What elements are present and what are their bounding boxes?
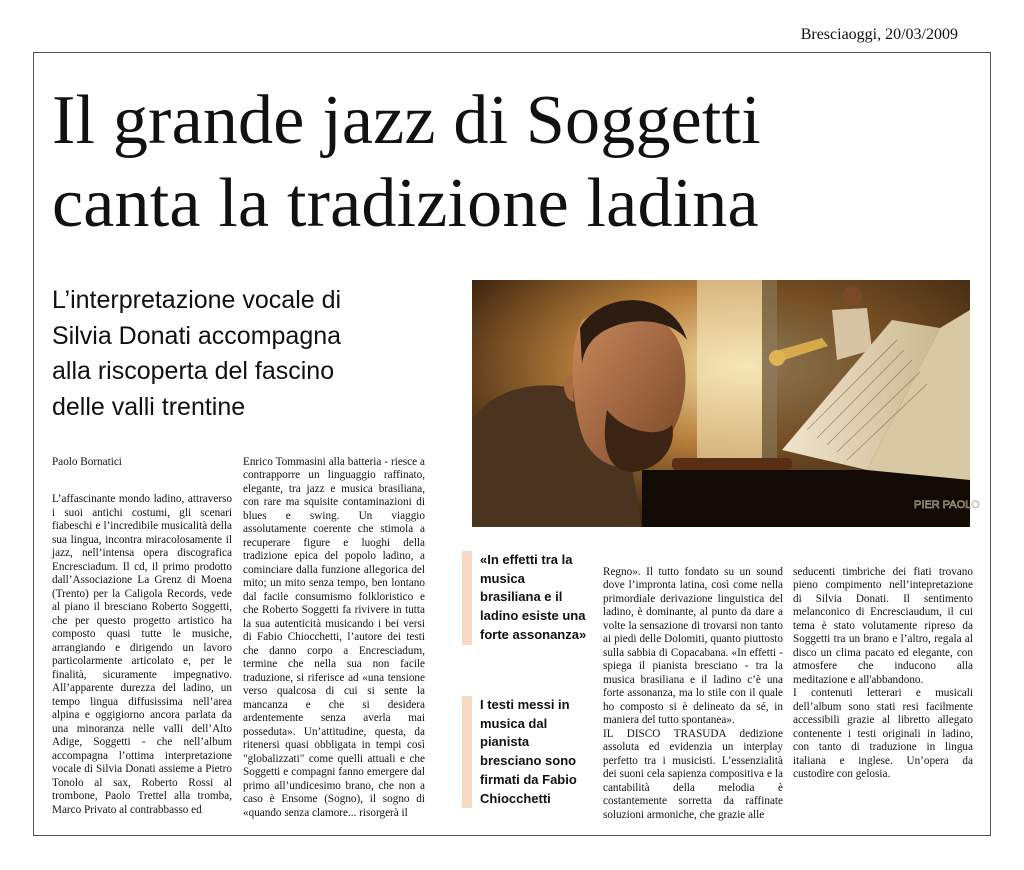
subhead-line-1: L’interpretazione vocale di <box>52 286 342 314</box>
headline-line-2: canta la tradizione ladina <box>52 164 759 242</box>
pullquote-1: «In effetti tra la musica brasiliana e il ladino esiste una forte assonanza» <box>462 551 588 645</box>
subhead-line-3: alla riscoperta del fascino <box>52 357 335 385</box>
body-paragraph: Enrico Tommasini alla batteria - riesce a contrapporre un linguaggio raffinato, elegante, tra jazz e musica brasiliana, con rare ma squisite contaminazioni di blues e swing. Un viaggio assolutamente coerente che stimola a recuperare figure e luoghi della tradizione epica del popolo ladino, a cominciare dalla funzione allegorica del mito; un mito senza tempo, ben lontano dal facile consumismo folkloristico e che Roberto Soggetti fa rivivere in tutta la sua autenticità musicando i bei versi di Fabio Chiocchetti, l’autore dei testi che danno corpo a Encresciadum, termine che nella sua non facile traduzione, si riferisce ad «una tensione verso qualcosa di cui si sente la mancanza e che si desidera ardentemente senza averla mai posseduta». Un’attitudine, questa, da ritenersi quasi obbligata in tempi così "globalizzati" come quelli attuali e che Soggetti e compagni fanno emergere dal primo all’undicesimo brano, che non a caso è Ensome (Sogno), il sogno di «quando senza clamore... risorgerà il <box>243 456 425 819</box>
photo-pianist-illustration <box>472 280 980 527</box>
body-paragraph: seducenti timbriche dei fiati trovano pieno compimento nell’intepretazione di Silvia Donati. Il sentimento melanconico di Encresciaudum, il cui tema è stato volutamente ripreso da Soggetti tra un brano e l’altro, regala al disco un clima pacato ed elegante, con atmosfere che inducono alla meditazione e all'abbandono. <box>793 566 973 686</box>
photo-watermark <box>914 499 980 511</box>
article-column-4 <box>793 566 973 782</box>
article-column-3 <box>603 566 783 822</box>
headline-line-1: Il grande jazz di Soggetti <box>52 82 761 159</box>
body-paragraph: L’affascinante mondo ladino, attraverso i suoi antichi costumi, gli scenari fiabeschi e l’incredibile musicalità della sua lingua, incontra miracolosamente il jazz, nell’intensa opera discografica Encresciadum. Il cd, il primo prodotto dall’Associazione La Grenz di Moena (Trento) per la Caligola Records, vede al piano il bresciano Roberto Soggetti, che per questo progetto artistico ha composto quasi tutte le musiche, arrangiando e dirigendo un lavoro particolarmente articolato e, per le finalità, sicuramente impegnativo. All’apparente durezza del ladino, un tempo lingua diffusissima nell’area alpina e oggigiorno ancora parlata da una minoranza nelle valli dell’Alto Adige, Soggetti - che nell’album accompagna l’ottima interpretazione vocale di Silvia Donati assieme a Pietro Tonolo al sax, Roberto Rossi al trombone, Paolo Trettel alla tromba, Marco Privato al contrabbasso ed <box>52 493 232 816</box>
subheadline <box>52 283 452 425</box>
subhead-line-4: delle valli trentine <box>52 392 246 421</box>
subhead-line-2: Silvia Donati accompagna <box>52 321 342 350</box>
body-paragraph: Regno». Il tutto fondato su un sound dove l’impronta latina, così come nella primordiale derivazione linguistica del ladino, è dominante, al punto da dare a volte la sensazione di trovarsi non tanto ai piedi delle Dolomiti, quanto piuttosto sulla sabbia di Copacabana. «In effetti - spiega il pianista bresciano - tra la musica brasiliana e il ladino c’è una forte assonanza, ma lo stile con il quale ho composto si è delineato da sé, in maniera del tutto spontanea». <box>603 566 783 727</box>
article-column-1 <box>52 456 232 817</box>
body-paragraph: IL DISCO TRASUDA dedizione assoluta ed evidenzia un interplay perfetto tra i musicisti. L’essenzialità dei suoni cela sapienza compositiva e la cantabilità della melodia è costantemente sorretta da raffinate soluzioni armoniche, che grazie alle <box>603 727 783 821</box>
byline: Paolo Bornatici <box>52 456 122 468</box>
body-paragraph: I contenuti letterari e musicali dell’album sono stati resi facilmente accessibili grazie al libretto allegato contenente i testi originali in ladino, con tanto di traduzione in lingua italiana e inglese. Un’opera da custodire con gelosia. <box>793 687 973 781</box>
article-column-2 <box>243 456 425 820</box>
svg-text:PIER PAOLO: PIER PAOLO <box>914 499 980 511</box>
article-photo <box>472 280 980 527</box>
pullquote-2: I testi messi in musica dal pianista bresciano sono firmati da Fabio Chiocchetti <box>462 696 588 808</box>
dateline: Bresciaoggi, 20/03/2009 <box>800 26 958 43</box>
headline <box>52 80 952 245</box>
